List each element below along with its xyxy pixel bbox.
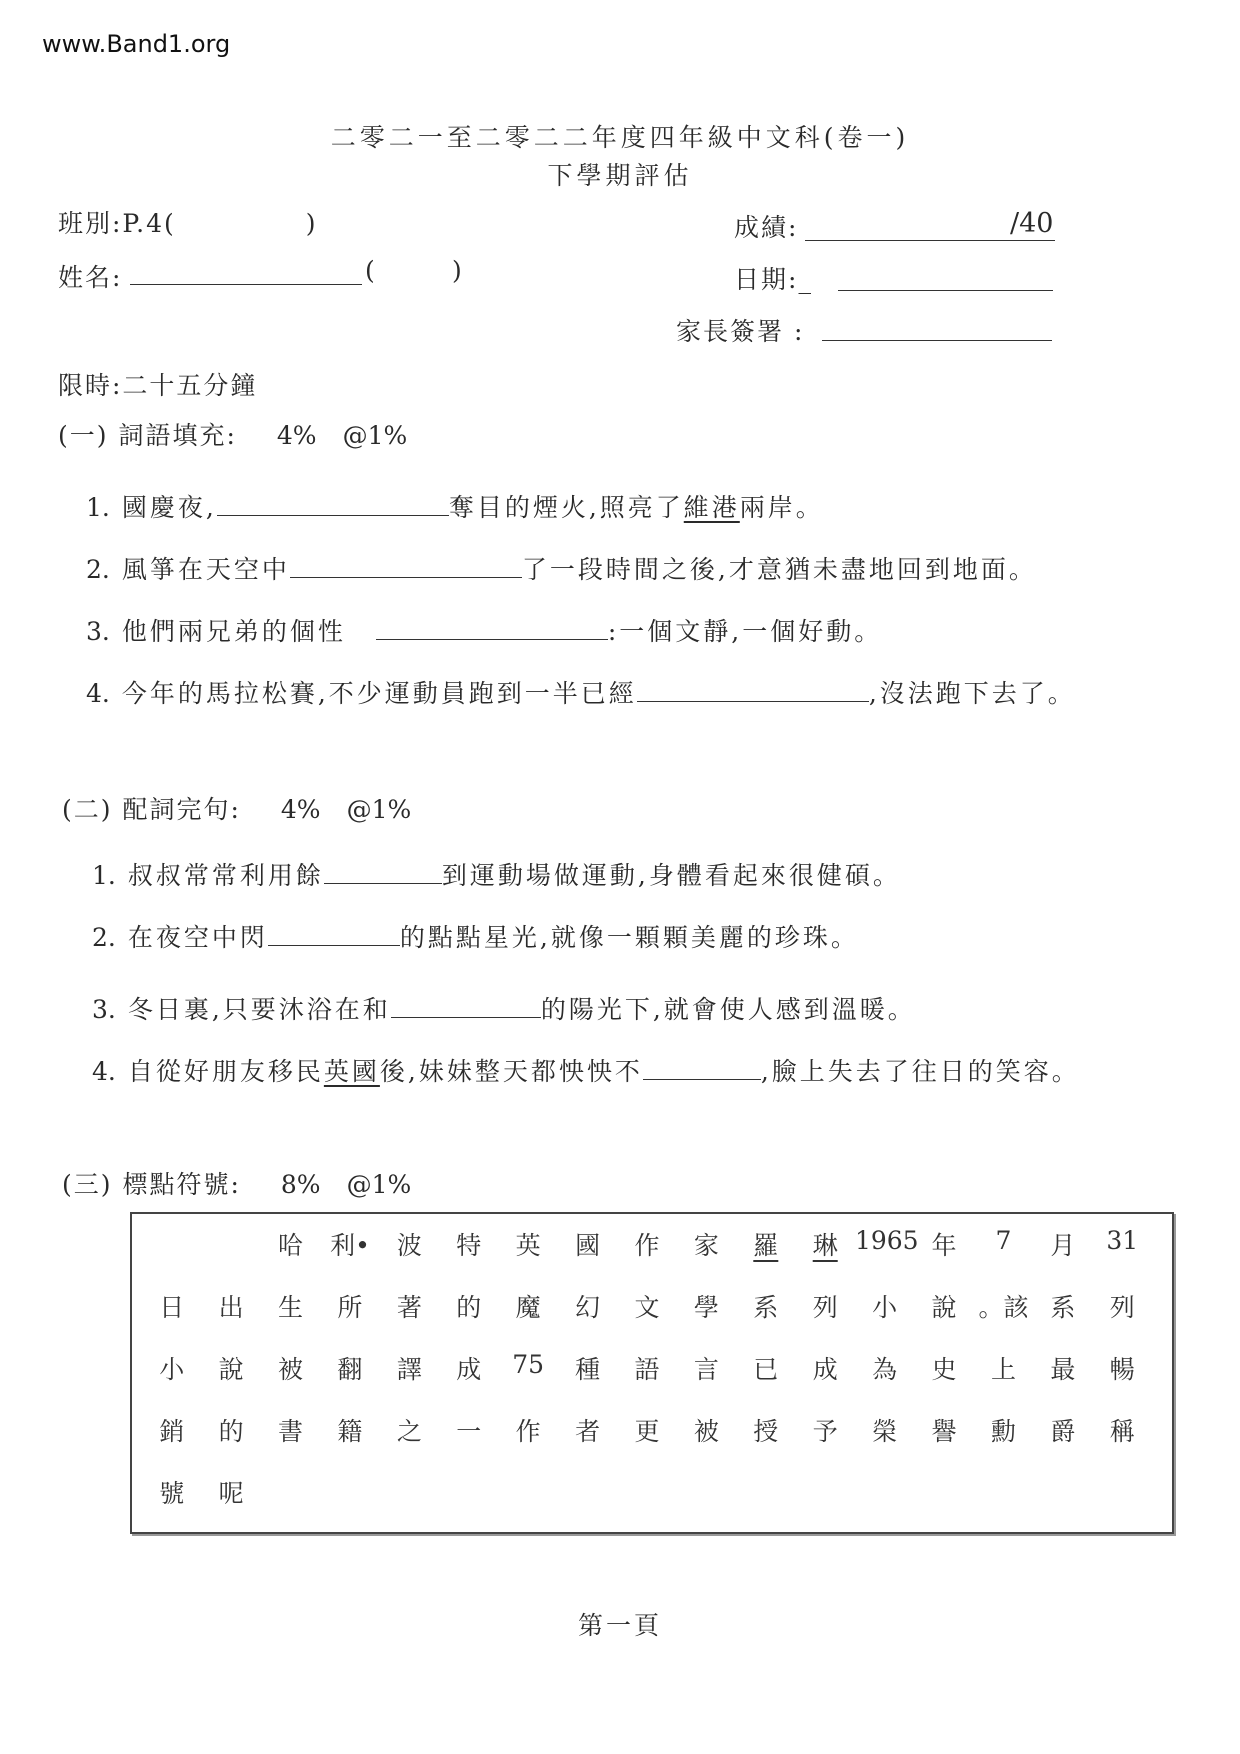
name-paren-close: )	[452, 256, 464, 285]
name-paren-open: (	[365, 256, 377, 285]
passage-char: 作	[634, 1231, 660, 1260]
q-text: 到運動場做運動,身體看起來很健碩。	[441, 861, 901, 890]
passage-char: 列	[812, 1293, 838, 1322]
passage-char: 榮	[872, 1417, 898, 1446]
answer-blank[interactable]	[391, 995, 541, 1018]
passage-char: 學	[693, 1293, 719, 1322]
passage-char: 種	[575, 1355, 601, 1384]
date-label: 日期:	[734, 265, 799, 294]
passage-char: 成	[812, 1355, 838, 1384]
answer-blank[interactable]	[290, 555, 522, 578]
score-line	[805, 240, 1055, 241]
passage-char: 譽	[931, 1417, 957, 1446]
passage-char: 羅	[753, 1231, 779, 1260]
q-text: 後,妹妹整天都怏怏不	[379, 1057, 643, 1086]
passage-char: 琳	[812, 1231, 838, 1260]
passage-char: 生	[278, 1293, 304, 1322]
section2-each: @1%	[346, 795, 412, 824]
q-text: 了一段時間之後,才意猶未盡地回到地面。	[521, 555, 1037, 584]
section1-marks: 4%	[276, 421, 317, 450]
passage-char: 的	[456, 1293, 482, 1322]
passage-char: 為	[872, 1355, 898, 1384]
passage-char: 年	[931, 1231, 957, 1260]
score-total: /40	[1010, 208, 1054, 239]
section1-question-3	[86, 612, 882, 648]
passage-char: 稱	[1109, 1417, 1135, 1446]
passage-char: 75	[512, 1350, 545, 1379]
section2-marks: 4%	[280, 795, 321, 824]
passage-char: 的	[218, 1417, 244, 1446]
q-num: 2.	[92, 923, 116, 952]
passage-char: 爵	[1050, 1417, 1076, 1446]
q-num: 1.	[86, 493, 110, 522]
proper-noun: 維港	[683, 493, 740, 522]
score-field	[734, 208, 798, 244]
passage-char: 文	[634, 1293, 660, 1322]
page-number: 第一頁	[577, 1611, 662, 1640]
section3-marks: 8%	[280, 1170, 321, 1199]
watermark-url: www.Band1.org	[42, 30, 231, 58]
section2-title: (二) 配詞完句:	[62, 795, 241, 824]
passage-char: 被	[278, 1355, 304, 1384]
passage-char: 魔	[515, 1293, 541, 1322]
passage-char: 所	[337, 1293, 363, 1322]
passage-char: 波	[396, 1231, 422, 1260]
q-text: 風箏在天空中	[121, 555, 290, 584]
section2-heading	[62, 790, 411, 826]
q-text: 兩岸。	[739, 493, 824, 522]
q-num: 3.	[92, 995, 116, 1024]
passage-char: 日	[159, 1293, 185, 1322]
class-field	[58, 204, 318, 240]
q-text: 的點點星光,就像一顆顆美麗的珍珠。	[399, 923, 859, 952]
paper-subtitle: 下學期評估	[547, 161, 693, 190]
answer-blank[interactable]	[217, 493, 449, 516]
q-text: 的陽光下,就會使人感到溫暖。	[540, 995, 916, 1024]
section1-title: (一) 詞語填充:	[58, 421, 237, 450]
answer-blank[interactable]	[268, 923, 400, 946]
passage-char: 史	[931, 1355, 957, 1384]
passage-char: 說	[931, 1293, 957, 1322]
q-num: 2.	[86, 555, 110, 584]
passage-char: 譯	[396, 1355, 422, 1384]
section1-each: @1%	[342, 421, 408, 450]
name-label: 姓名:	[58, 263, 123, 292]
q-num: 4.	[92, 1057, 116, 1086]
passage-char: 之	[396, 1417, 422, 1446]
date-mark: _	[798, 265, 813, 294]
answer-blank[interactable]	[324, 861, 442, 884]
passage-char: 一	[456, 1417, 482, 1446]
passage-char: 勳	[990, 1417, 1016, 1446]
answer-blank[interactable]	[376, 617, 608, 640]
time-limit: 限時:二十五分鐘	[58, 371, 258, 400]
section1-question-2	[86, 550, 1037, 586]
q-text: ,沒法跑下去了。	[868, 679, 1076, 708]
date-line	[838, 290, 1053, 291]
passage-char: 被	[693, 1417, 719, 1446]
passage-char: 31	[1106, 1226, 1139, 1255]
passage-char: 小	[159, 1355, 185, 1384]
parent-signature-label: 家長簽署 :	[676, 317, 805, 346]
q-text: 奪目的煙火,照亮了	[448, 493, 684, 522]
passage-char: 出	[218, 1293, 244, 1322]
passage-char: 。該	[978, 1293, 1029, 1322]
passage-char: 國	[575, 1231, 601, 1260]
section2-question-4	[92, 1052, 1080, 1088]
passage-char: 系	[753, 1293, 779, 1322]
passage-char: 月	[1050, 1231, 1076, 1260]
passage-char: 特	[456, 1231, 482, 1260]
date-field	[734, 260, 813, 296]
passage-char: 1965	[854, 1226, 919, 1255]
section2-question-1	[92, 856, 901, 892]
q-text: 他們兩兄弟的個性	[121, 617, 346, 646]
passage-char: 作	[515, 1417, 541, 1446]
passage-char: 籍	[337, 1417, 363, 1446]
passage-char: 利•	[330, 1231, 370, 1260]
passage-char: 著	[396, 1293, 422, 1322]
passage-char: 授	[753, 1417, 779, 1446]
section2-question-3	[92, 990, 916, 1026]
q-text: 在夜空中閃	[127, 923, 268, 952]
passage-char: 已	[753, 1355, 779, 1384]
passage-char: 銷	[159, 1417, 185, 1446]
section1-heading	[58, 416, 407, 452]
section3-heading	[62, 1165, 411, 1201]
q-num: 4.	[86, 679, 110, 708]
name-line	[130, 284, 362, 285]
passage-char: 號	[159, 1479, 185, 1508]
section3-title: (三) 標點符號:	[62, 1170, 241, 1199]
passage-char: 書	[278, 1417, 304, 1446]
section1-question-1	[86, 488, 824, 524]
q-text: :一個文靜,一個好動。	[607, 617, 883, 646]
passage-char: 言	[693, 1355, 719, 1384]
section1-question-4	[86, 674, 1076, 710]
class-close: )	[305, 209, 318, 238]
passage-char: 英	[515, 1231, 541, 1260]
passage-char: 哈	[278, 1231, 304, 1260]
class-label: 班別:P.4(	[58, 209, 176, 238]
answer-blank[interactable]	[637, 679, 869, 702]
score-label: 成績:	[734, 213, 799, 242]
q-num: 3.	[86, 617, 110, 646]
passage-char: 者	[575, 1417, 601, 1446]
passage-char: 暢	[1109, 1355, 1135, 1384]
q-text: 今年的馬拉松賽,不少運動員跑到一半已經	[121, 679, 637, 708]
parent-signature-line	[822, 340, 1052, 341]
section2-question-2	[92, 918, 859, 954]
q-text: 冬日裏,只要沐浴在和	[127, 995, 391, 1024]
answer-blank[interactable]	[643, 1057, 761, 1080]
q-num: 1.	[92, 861, 116, 890]
q-text: 國慶夜,	[121, 493, 217, 522]
q-text: 自從好朋友移民	[127, 1057, 324, 1086]
q-text: 叔叔常常利用餘	[127, 861, 324, 890]
passage-char: 列	[1109, 1293, 1135, 1322]
passage-char: 翻	[337, 1355, 363, 1384]
passage-char: 成	[456, 1355, 482, 1384]
passage-char: 予	[812, 1417, 838, 1446]
passage-char: 小	[872, 1293, 898, 1322]
passage-char: 說	[218, 1355, 244, 1384]
section3-each: @1%	[346, 1170, 412, 1199]
passage-char: 更	[634, 1417, 660, 1446]
proper-noun: 英國	[323, 1057, 380, 1086]
passage-char: 上	[990, 1355, 1016, 1384]
passage-char: 系	[1050, 1293, 1076, 1322]
passage-char: 幻	[575, 1293, 601, 1322]
passage-char: 語	[634, 1355, 660, 1384]
q-text: ,臉上失去了往日的笑容。	[760, 1057, 1080, 1086]
passage-char: 家	[693, 1231, 719, 1260]
passage-char: 7	[995, 1226, 1012, 1255]
passage-char: 最	[1050, 1355, 1076, 1384]
paper-title: 二零二一至二零二二年度四年級中文科(卷一)	[330, 123, 910, 152]
passage-char: 呢	[218, 1479, 244, 1508]
